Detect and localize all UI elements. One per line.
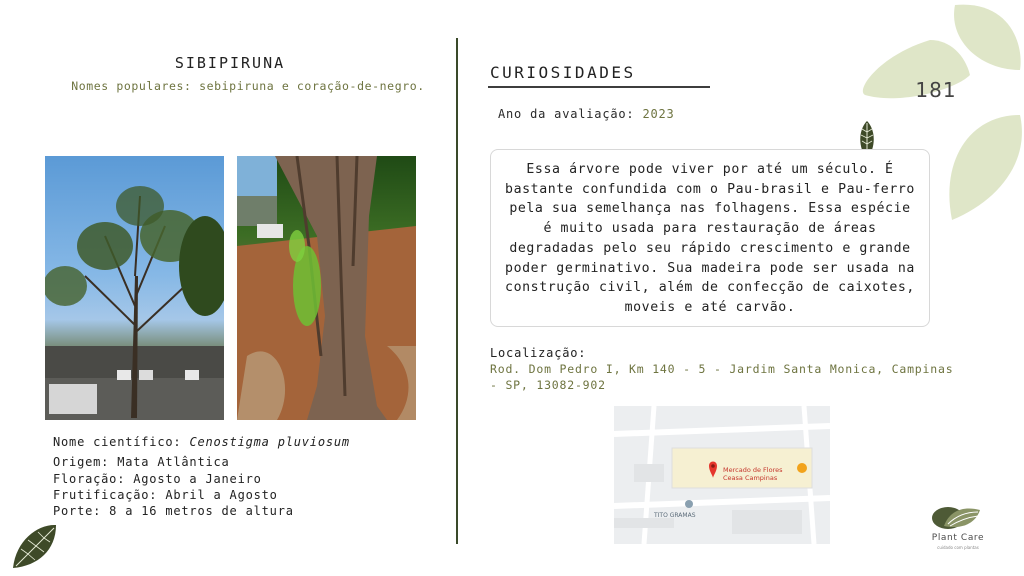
map-poi-label: TITO GRAMAS: [654, 512, 696, 519]
popular-names: Nomes populares: sebipiruna e coração-de-negro.: [71, 79, 425, 93]
logo-icon: [930, 502, 982, 532]
location-map[interactable]: [614, 406, 830, 544]
location-value: Rod. Dom Pedro I, Km 140 - 5 - Jardim Santa Monica, Campinas - SP, 13082-902: [490, 362, 954, 392]
eval-label: Ano da avaliação:: [498, 107, 635, 121]
eval-year: 2023: [642, 107, 675, 121]
decorative-leaf-icon: [8, 522, 60, 572]
description-box: [490, 149, 930, 327]
map-place-line1: Mercado de Flores: [723, 466, 783, 474]
column-divider: [456, 38, 458, 544]
description-text: Essa árvore pode viver por até um século. É bastante confundida com o Pau-brasil e Pau-ferro pela sua semelhança nas folhagens. Essa espécie é muito usada para restauração de áreas degradadas pelo seu rápido crescimento e grande poder germinativo. Sua madeira pode ser usada na construção civil, além de confecção de caixotes, moveis e até carvão.: [505, 162, 915, 315]
scientific-value: Cenostigma pluviosum: [189, 435, 350, 449]
trunk-photo: [237, 156, 416, 420]
title-underline: [488, 86, 710, 88]
scientific-name: [53, 435, 350, 449]
page-number: 181: [915, 78, 957, 102]
flowering-text: Floração: Agosto a Janeiro: [53, 472, 262, 486]
logo-tagline: cuidado com plantas: [937, 545, 979, 550]
section-title: CURIOSIDADES: [490, 63, 636, 82]
origin-text: Origem: Mata Atlântica: [53, 455, 230, 469]
evaluation-year: [498, 107, 675, 121]
logo-name: Plant Care: [931, 533, 985, 543]
scientific-label: Nome científico:: [53, 435, 182, 449]
species-title: SIBIPIRUNA: [174, 54, 286, 72]
location-label: Localização:: [490, 346, 587, 360]
fruiting-text: Frutificação: Abril a Agosto: [53, 488, 278, 502]
map-place-line2: Ceasa Campinas: [723, 474, 778, 482]
map-place-label: [723, 466, 783, 482]
tree-photo: [45, 156, 224, 420]
size-text: Porte: 8 a 16 metros de altura: [53, 504, 294, 518]
